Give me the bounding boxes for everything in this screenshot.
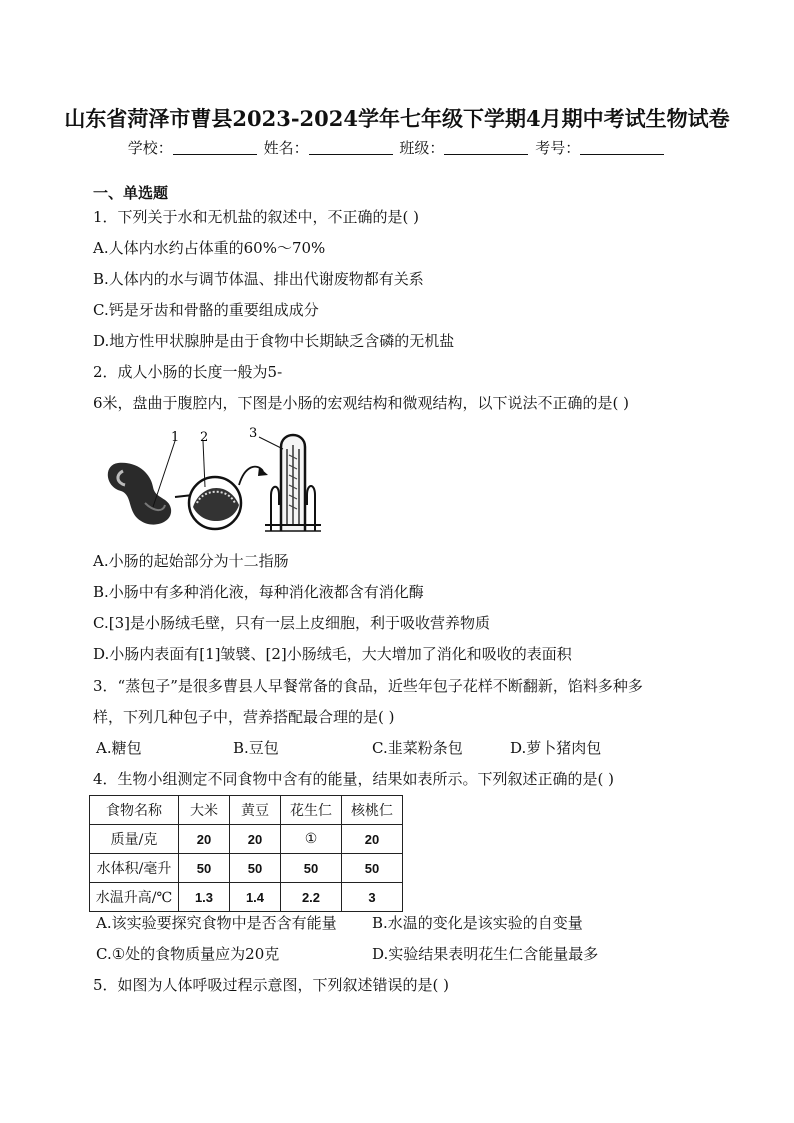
table-header-cell: 核桃仁 [342,796,403,825]
q2-option-c: C.[3]是小肠绒毛壁，只有一层上皮细胞，利于吸收营养物质 [93,614,490,632]
q4-option-a: A.该实验要探究食物中是否含有能量 [96,914,337,932]
table-cell: 2.2 [281,883,342,912]
table-header-row [90,796,403,825]
q3-option-b: B.豆包 [233,739,279,757]
q3-stem-line2: 样，下列几种包子中，营养搭配最合理的是( ) [93,708,395,726]
q4-option-b: B.水温的变化是该实验的自变量 [372,914,583,932]
small-intestine-figure [93,425,323,537]
q2-option-d: D.小肠内表面有[1]皱襞、[2]小肠绒毛，大大增加了消化和吸收的表面积 [93,645,572,663]
intestine-cross-section [189,477,241,529]
label-line-1 [153,441,175,507]
q1-option-d: D.地方性甲状腺肿是由于食物中长期缺乏含磷的无机盐 [93,332,455,350]
figure-label-3: 3 [249,426,258,441]
table-row-label: 水温升高/℃ [90,883,179,912]
table-cell: 20 [230,825,281,854]
q5-stem: 5．如图为人体呼吸过程示意图，下列叙述错误的是( ) [93,976,450,994]
student-info-line [0,137,794,158]
villus-drawing [265,435,321,531]
table-row [90,883,403,912]
figure-label-1: 1 [171,430,180,445]
q1-stem: 1．下列关于水和无机盐的叙述中，不正确的是( ) [93,208,420,226]
q4-option-c: C.①处的食物质量应为20克 [96,945,280,963]
q2-option-a: A.小肠的起始部分为十二指肠 [93,552,289,570]
class-label: 班级： [399,139,445,157]
q1-option-b: B.人体内的水与调节体温、排出代谢废物都有关系 [93,270,424,288]
table-cell: 20 [179,825,230,854]
page-title: 山东省菏泽市曹县2023-2024学年七年级下学期4月期中考试生物试卷 [64,106,730,131]
q3-stem-line1: 3．“蒸包子”是很多曹县人早餐常备的食品，近些年包子花样不断翻新，馅料多种多 [93,677,643,695]
intestine-drawing [108,463,171,525]
q1-option-a: A.人体内水约占体重的60%～70% [93,239,326,257]
q2-stem-line1: 2．成人小肠的长度一般为5- [93,363,283,381]
table-cell: 50 [281,854,342,883]
name-blank[interactable] [309,140,393,155]
section-heading: 一、单选题 [93,184,169,202]
table-row [90,854,403,883]
q2-option-b: B.小肠中有多种消化液，每种消化液都含有消化酶 [93,583,424,601]
table-cell: 50 [179,854,230,883]
table-header-cell: 食物名称 [90,796,179,825]
table-cell: 1.4 [230,883,281,912]
number-blank[interactable] [580,140,664,155]
q1-option-c: C.钙是牙齿和骨骼的重要组成成分 [93,301,319,319]
name-label: 姓名： [263,139,309,157]
table-cell: 3 [342,883,403,912]
school-blank[interactable] [173,140,257,155]
table-cell: 50 [342,854,403,883]
table-cell: 1.3 [179,883,230,912]
q4-stem: 4．生物小组测定不同食物中含有的能量，结果如表所示。下列叙述正确的是( ) [93,770,615,788]
table-row-label: 水体积/毫升 [90,854,179,883]
q2-stem-line2: 6米，盘曲于腹腔内，下图是小肠的宏观结构和微观结构，以下说法不正确的是( ) [93,394,630,412]
q4-option-d: D.实验结果表明花生仁含能量最多 [372,945,599,963]
class-blank[interactable] [444,140,528,155]
table-row [90,825,403,854]
arrow-2-head [258,467,268,476]
figure-label-2: 2 [200,430,209,445]
table-cell: 20 [342,825,403,854]
q3-option-d: D.萝卜猪肉包 [510,739,602,757]
table-row-label: 质量/克 [90,825,179,854]
number-label: 考号： [535,139,581,157]
q3-option-a: A.糖包 [96,739,142,757]
q3-option-c: C.韭菜粉条包 [372,739,463,757]
table-cell: ① [281,825,342,854]
table-cell: 50 [230,854,281,883]
food-energy-table [89,795,403,912]
school-label: 学校： [127,139,173,157]
label-line-3 [259,437,283,449]
table-header-cell: 黄豆 [230,796,281,825]
table-header-cell: 大米 [179,796,230,825]
table-header-cell: 花生仁 [281,796,342,825]
